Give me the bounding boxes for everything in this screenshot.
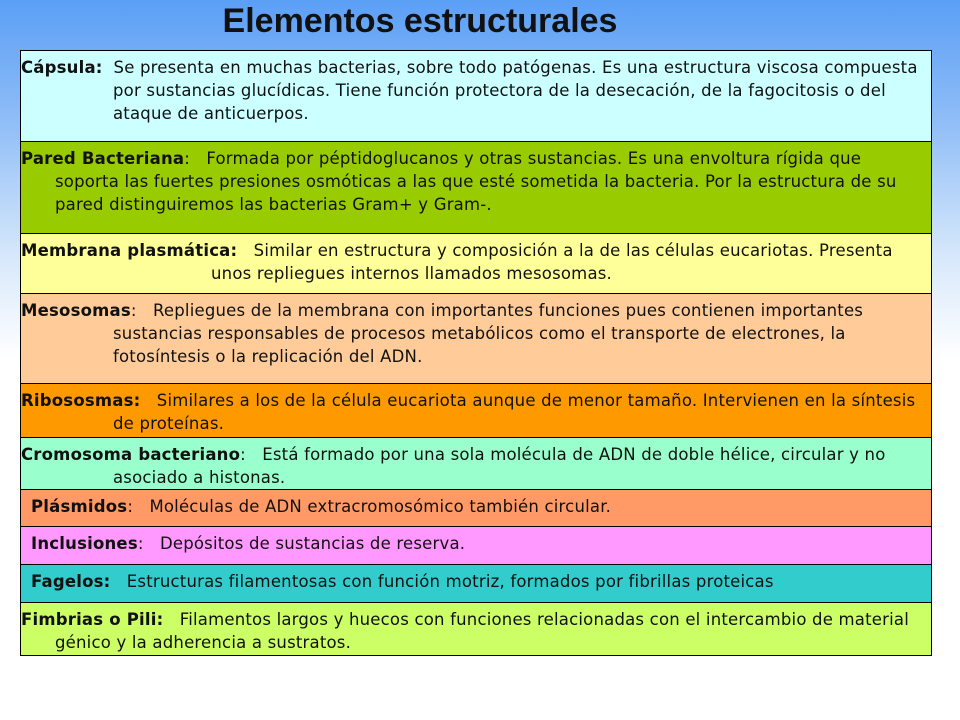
sep-plasmidos: : [127, 497, 134, 516]
term-fimbrias: Fimbrias o Pili: [21, 610, 164, 629]
row-fagelos [21, 565, 931, 603]
sep-inclusiones: : [137, 534, 144, 553]
row-membrana-plasmatica [21, 234, 931, 294]
row-plasmidos [21, 490, 931, 527]
desc-mesosomas: Repliegues de la membrana con importantes funciones pues contienen importantes sustancias responsables de procesos metabólicos como el transporte de electrones, la fotosíntesis o la replicación del ADN. [113, 301, 864, 366]
desc-membrana-plasmatica: Similar en estructura y composición a la de las células eucariotas. Presenta unos repliegues internos llamados mesosomas. [211, 241, 893, 283]
sep-cromosoma-bacteriano: : [240, 445, 246, 464]
row-cromosoma-bacteriano [21, 438, 931, 490]
row-pared-bacteriana [21, 142, 931, 234]
row-ribosomas [21, 384, 931, 438]
term-membrana-plasmatica: Membrana plasmática: [21, 241, 238, 260]
desc-plasmidos: Moléculas de ADN extracromosómico también circular. [149, 497, 612, 516]
row-fimbrias [21, 603, 931, 655]
sep-mesosomas: : [130, 301, 137, 320]
term-mesosomas: Mesosomas [21, 301, 131, 320]
desc-pared-bacteriana: Formada por péptidoglucanos y otras sustancias. Es una envoltura rígida que soporta las fuertes presiones osmóticas a las que esté sometida la bacteria. Por la estructura de su pared distinguiremos las bacterias Gram+ y Gram-. [55, 149, 897, 214]
row-inclusiones [21, 527, 931, 565]
desc-cromosoma-bacteriano: Está formado por una sola molécula de ADN de doble hélice, circular y no asociado a histonas. [113, 445, 886, 487]
term-cromosoma-bacteriano: Cromosoma bacteriano [21, 445, 241, 464]
desc-fagelos: Estructuras filamentosas con función motriz, formados por fibrillas proteicas [126, 572, 774, 591]
structures-table [20, 50, 932, 656]
desc-capsula: Se presenta en muchas bacterias, sobre todo patógenas. Es una estructura viscosa compuesta por sustancias glucídicas. Tiene función protectora de la desecación, de la fagocitosis o del ataque de anticuerpos. [113, 58, 918, 123]
row-capsula [21, 51, 931, 142]
desc-ribosomas: Similares a los de la célula eucariota aunque de menor tamaño. Intervienen en la síntesis de proteínas. [113, 391, 916, 433]
term-plasmidos: Plásmidos [31, 497, 128, 516]
sep-pared-bacteriana: : [184, 149, 191, 168]
term-ribosomas: Ribososmas: [21, 391, 141, 410]
term-fagelos: Fagelos: [31, 572, 111, 591]
page-title: Elementos estructurales [222, 2, 618, 40]
term-pared-bacteriana: Pared Bacteriana [21, 149, 185, 168]
desc-inclusiones: Depósitos de sustancias de reserva. [159, 534, 466, 553]
desc-fimbrias: Filamentos largos y huecos con funciones relacionadas con el intercambio de material génico y la adherencia a sustratos. [55, 610, 909, 652]
row-mesosomas [21, 294, 931, 384]
term-inclusiones: Inclusiones [31, 534, 138, 553]
term-capsula: Cápsula: [21, 58, 103, 77]
